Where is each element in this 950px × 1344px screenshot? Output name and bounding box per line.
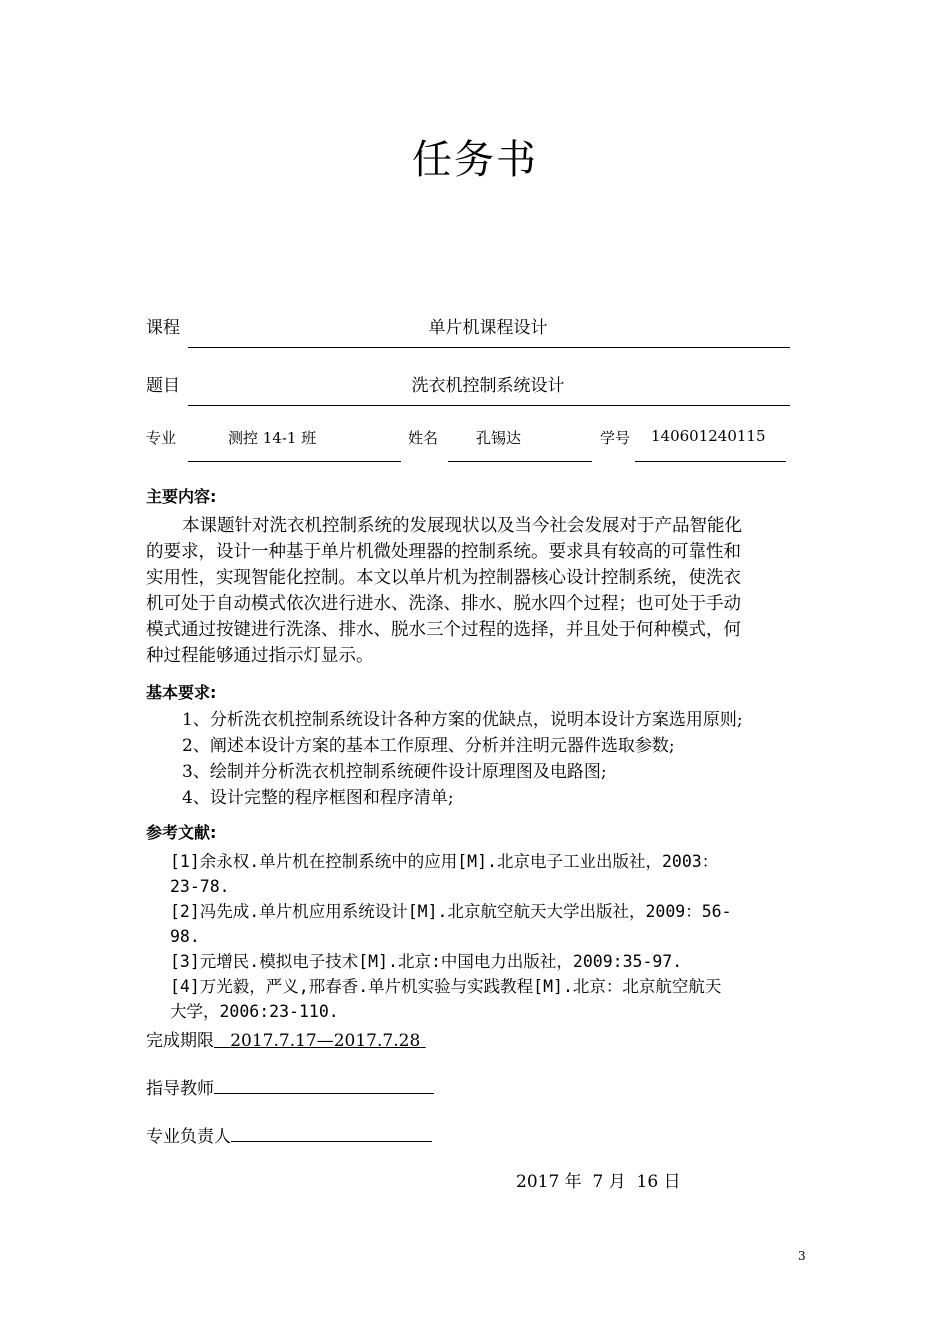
references-list xyxy=(146,849,811,1024)
head-signature-line xyxy=(231,1124,432,1142)
requirement-item: 1、分析洗衣机控制系统设计各种方案的优缺点，说明本设计方案选用原则; xyxy=(182,710,743,730)
deadline-row xyxy=(146,1026,426,1051)
reference-line: [3]元增民.模拟电子技术[M].北京:中国电力出版社，2009:35-97. xyxy=(170,952,683,971)
deadline-value: 2017.7.17—2017.7.28 xyxy=(230,1031,421,1051)
reference-line: 98. xyxy=(170,927,200,946)
date-year: 2017 xyxy=(516,1172,560,1192)
reference-line: 大学，2006:23-110. xyxy=(170,1002,339,1021)
id-label: 学号 xyxy=(600,429,631,447)
topic-label: 题目 xyxy=(146,376,180,396)
main-content-line: 机可处于自动模式依次进行进水、洗涤、排水、脱水四个过程；也可处于手动 xyxy=(146,594,741,614)
head-row xyxy=(146,1122,432,1147)
main-content-paragraph xyxy=(146,513,806,669)
major-label: 专业 xyxy=(146,429,177,447)
advisor-label: 指导教师 xyxy=(146,1079,214,1099)
course-value: 单片机课程设计 xyxy=(428,318,548,338)
page-number: 3 xyxy=(798,1249,806,1263)
main-content-line: 种过程能够通过指示灯显示。 xyxy=(146,646,374,666)
main-content-heading: 主要内容: xyxy=(146,487,217,506)
name-value: 孔锡达 xyxy=(476,429,522,447)
page-title: 任务书 xyxy=(412,137,538,183)
reference-line: [2]冯先成.单片机应用系统设计[M].北京航空航天大学出版社，2009：56- xyxy=(170,902,732,921)
topic-underline xyxy=(188,405,790,406)
main-content-line: 实用性，实现智能化控制。本文以单片机为控制器核心设计控制系统，使洗衣 xyxy=(146,568,741,588)
head-label: 专业负责人 xyxy=(146,1127,231,1147)
advisor-row xyxy=(146,1074,434,1099)
reference-line: 23-78. xyxy=(170,877,230,896)
date-day: 16 xyxy=(636,1172,659,1192)
main-content-line: 本课题针对洗衣机控制系统的发展现状以及当今社会发展对于产品智能化 xyxy=(182,516,742,536)
topic-value: 洗衣机控制系统设计 xyxy=(411,376,565,396)
major-value: 测控 14-1 班 xyxy=(228,429,317,447)
name-label: 姓名 xyxy=(408,429,439,447)
major-underline xyxy=(188,461,401,462)
name-underline xyxy=(448,461,592,462)
id-value: 140601240115 xyxy=(651,427,766,445)
references-heading: 参考文献: xyxy=(146,823,217,842)
main-content-line: 模式通过按键进行洗涤、排水、脱水三个过程的选择，并且处于何种模式，何 xyxy=(146,620,741,640)
course-label: 课程 xyxy=(146,318,180,338)
requirement-item: 4、设计完整的程序框图和程序清单; xyxy=(182,788,454,808)
reference-line: [4]万光毅，严义,邢春香.单片机实验与实践教程[M].北京：北京航空航天 xyxy=(170,977,722,996)
date-month-unit: 月 xyxy=(608,1172,626,1192)
reference-line: [1]余永权.单片机在控制系统中的应用[M].北京电子工业出版社，2003： xyxy=(170,852,719,871)
requirements-list xyxy=(182,707,822,811)
date-line xyxy=(516,1167,681,1192)
deadline-label: 完成期限 xyxy=(146,1031,214,1051)
requirement-item: 2、阐述本设计方案的基本工作原理、分析并注明元器件选取参数; xyxy=(182,736,675,756)
requirement-item: 3、绘制并分析洗衣机控制系统硬件设计原理图及电路图; xyxy=(182,762,607,782)
id-underline xyxy=(635,461,786,462)
date-month: 7 xyxy=(592,1172,604,1192)
date-day-unit: 日 xyxy=(663,1172,681,1192)
requirements-heading: 基本要求: xyxy=(146,683,217,702)
date-year-unit: 年 xyxy=(564,1172,582,1192)
course-underline xyxy=(188,347,790,348)
deadline-value-wrap xyxy=(214,1031,426,1051)
main-content-line: 的要求，设计一种基于单片机微处理器的控制系统。要求具有较高的可靠性和 xyxy=(146,542,741,562)
advisor-signature-line xyxy=(214,1076,434,1094)
